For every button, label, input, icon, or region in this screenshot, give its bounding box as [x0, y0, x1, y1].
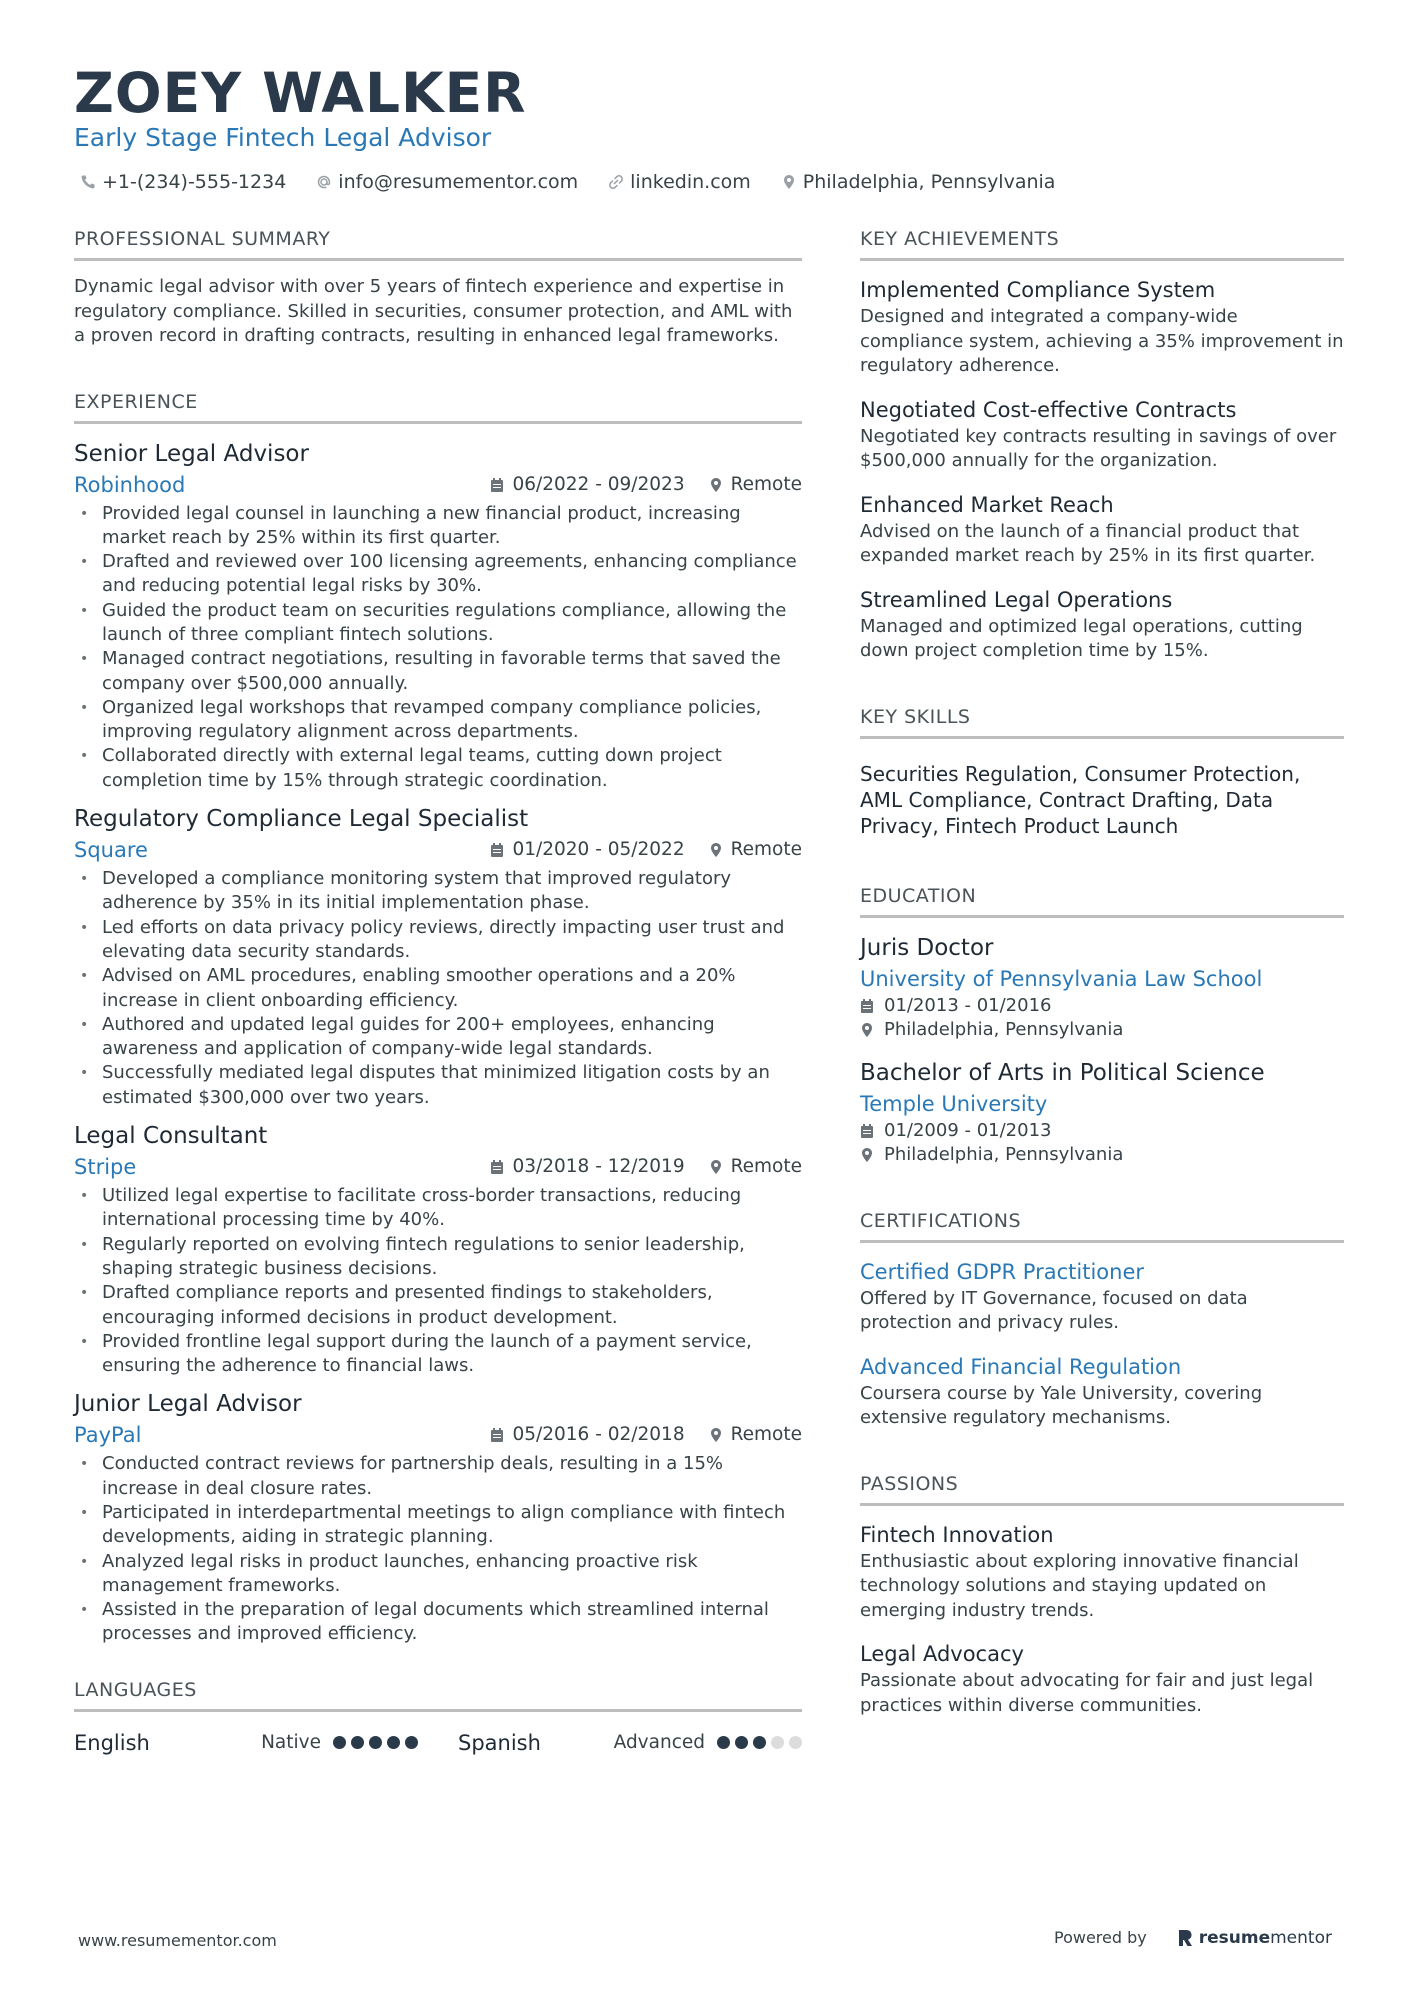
- job-dates-text: 06/2022 - 09/2023: [512, 473, 685, 495]
- job-title: Regulatory Compliance Legal Specialist: [74, 806, 529, 833]
- calendar-icon: [490, 1427, 504, 1443]
- linkedin-text: linkedin.com: [630, 171, 751, 193]
- education-location: [860, 1018, 1344, 1043]
- certification-desc: Coursera course by Yale University, covering extensive regulatory mechanisms.: [860, 1382, 1263, 1428]
- job-location-text: Remote: [730, 473, 802, 495]
- job-meta: [490, 1152, 802, 1182]
- rating-dot-filled: [333, 1736, 346, 1749]
- summary-section: [74, 226, 802, 349]
- skills-heading: KEY SKILLS: [860, 704, 1344, 739]
- calendar-icon: [490, 477, 504, 493]
- job-info-row: [74, 470, 802, 500]
- job-info-row: [74, 835, 802, 865]
- job-title: Senior Legal Advisor: [74, 440, 309, 467]
- calendar-icon: [860, 1123, 874, 1139]
- job-entry: [74, 1120, 802, 1378]
- achievement-title: Negotiated Cost-effective Contracts: [860, 397, 1237, 422]
- education-heading: EDUCATION: [860, 883, 1344, 918]
- powered-by-text: Powered by: [1054, 1928, 1147, 1947]
- at-icon: [316, 174, 332, 190]
- map-pin-icon: [709, 1427, 723, 1443]
- rating-dot-filled: [735, 1736, 748, 1749]
- skills-text: Securities Regulation, Consumer Protection, AML Compliance, Contract Drafting, Data Privacy, Fintech Product Launch: [860, 761, 1301, 838]
- job-bullet: • Authored and updated legal guides for 200+ employees, enhancing awareness and application of company-wide legal standards.: [74, 1013, 802, 1062]
- education-location: [860, 1143, 1344, 1168]
- brand-light: mentor: [1270, 1928, 1332, 1948]
- passion-item: [860, 1639, 1344, 1718]
- job-bullet: • Participated in interdepartmental meetings to align compliance with fintech developments, aiding in strategic planning.: [74, 1501, 802, 1550]
- languages-section: [74, 1677, 802, 1758]
- job-bullet: • Provided legal counsel in launching a new financial product, increasing market reach by 25% within its first quarter.: [74, 502, 802, 551]
- link-icon: [608, 174, 624, 190]
- education-location-text: Philadelphia, Pennsylvania: [884, 1144, 1124, 1165]
- job-meta: [490, 1420, 802, 1450]
- education-school: University of Pennsylvania Law School: [860, 966, 1263, 991]
- calendar-icon: [490, 842, 504, 858]
- language-level: Native: [261, 1731, 321, 1753]
- job-bullet: • Guided the product team on securities regulations compliance, allowing the launch of three compliant fintech solutions.: [74, 599, 802, 648]
- education-degree: Juris Doctor: [860, 934, 994, 961]
- job-location-text: Remote: [730, 1156, 802, 1178]
- achievement-item: [860, 275, 1344, 379]
- experience-section: [74, 389, 802, 1647]
- language-rating: [717, 1736, 802, 1749]
- resumementor-logo-icon: [1177, 1929, 1193, 1947]
- rating-dot-filled: [387, 1736, 400, 1749]
- job-location: [709, 1420, 802, 1450]
- rating-dot-filled: [369, 1736, 382, 1749]
- job-bullet: • Managed contract negotiations, resulting in favorable terms that saved the company over $500,000 annually.: [74, 647, 802, 696]
- brand-bold: resume: [1198, 1928, 1271, 1948]
- achievement-item: [860, 585, 1344, 664]
- job-bullets: [74, 502, 802, 794]
- achievements-heading: KEY ACHIEVEMENTS: [860, 226, 1344, 261]
- job-bullet: • Analyzed legal risks in product launches, enhancing proactive risk management frameworks.: [74, 1550, 802, 1599]
- education-degree: Bachelor of Arts in Political Science: [860, 1059, 1265, 1086]
- rating-dot-filled: [717, 1736, 730, 1749]
- map-pin-icon: [709, 477, 723, 493]
- job-bullet: • Successfully mediated legal disputes that minimized litigation costs by an estimated $300,000 over two years.: [74, 1061, 802, 1110]
- certification-title: Advanced Financial Regulation: [860, 1354, 1182, 1379]
- achievement-title: Streamlined Legal Operations: [860, 587, 1173, 612]
- phone-text: +1-(234)-555-1234: [102, 171, 287, 193]
- language-rating: [333, 1736, 418, 1749]
- certifications-section: [860, 1208, 1344, 1431]
- right-column: [860, 226, 1344, 1718]
- job-info-row: [74, 1152, 802, 1182]
- achievement-title: Enhanced Market Reach: [860, 492, 1114, 517]
- passion-desc: Passionate about advocating for fair and just legal practices within diverse communities.: [860, 1670, 1314, 1716]
- language-name: Spanish: [458, 1730, 541, 1755]
- job-company: PayPal: [74, 1423, 142, 1448]
- certifications-heading: CERTIFICATIONS: [860, 1208, 1344, 1243]
- certification-desc: Offered by IT Governance, focused on data protection and privacy rules.: [860, 1287, 1248, 1333]
- contact-linkedin[interactable]: [608, 168, 751, 196]
- education-location-text: Philadelphia, Pennsylvania: [884, 1019, 1124, 1040]
- passion-desc: Enthusiastic about exploring innovative financial technology solutions and staying updated on emerging industry trends.: [860, 1550, 1299, 1621]
- job-location-text: Remote: [730, 1424, 802, 1446]
- job-location: [709, 1152, 802, 1182]
- achievement-desc: Managed and optimized legal operations, cutting down project completion time by 15%.: [860, 615, 1303, 661]
- job-bullet: • Collaborated directly with external legal teams, cutting down project completion time by 15% through strategic coordination.: [74, 744, 802, 793]
- language-level: Advanced: [613, 1731, 705, 1753]
- job-info-row: [74, 1420, 802, 1450]
- achievement-item: [860, 490, 1344, 569]
- job-dates: [490, 835, 684, 865]
- language-item: [458, 1728, 802, 1758]
- rating-dot-empty: [771, 1736, 784, 1749]
- job-bullet: • Organized legal workshops that revamped company compliance policies, improving regulatory alignment across departments.: [74, 696, 802, 745]
- job-bullets: [74, 1184, 802, 1378]
- job-entry: [74, 1388, 802, 1646]
- contact-location: [781, 168, 1056, 196]
- achievement-item: [860, 395, 1344, 474]
- job-bullets: [74, 1452, 802, 1646]
- job-bullet: • Conducted contract reviews for partnership deals, resulting in a 15% increase in deal closure rates.: [74, 1452, 802, 1501]
- calendar-icon: [860, 998, 874, 1014]
- languages-list: [74, 1726, 802, 1758]
- email-text: info@resumementor.com: [338, 171, 579, 193]
- map-pin-icon: [709, 842, 723, 858]
- map-pin-icon: [781, 174, 797, 190]
- education-section: [860, 883, 1344, 1168]
- education-dates: [860, 1119, 1344, 1144]
- job-bullet: • Developed a compliance monitoring system that improved regulatory adherence by 35% in its initial implementation phase.: [74, 867, 802, 916]
- passions-heading: PASSIONS: [860, 1471, 1344, 1506]
- language-name: English: [74, 1730, 150, 1755]
- certification-item: [860, 1257, 1344, 1336]
- passion-item: [860, 1520, 1344, 1624]
- rating-dot-empty: [789, 1736, 802, 1749]
- certification-title: Certified GDPR Practitioner: [860, 1259, 1145, 1284]
- achievement-title: Implemented Compliance System: [860, 278, 1216, 302]
- job-location: [709, 835, 802, 865]
- contact-bar: [80, 168, 1055, 196]
- candidate-name: ZOEY WALKER: [74, 61, 527, 125]
- job-entry: [74, 438, 802, 794]
- left-column: [74, 226, 802, 1758]
- map-pin-icon: [860, 1022, 874, 1038]
- job-bullet: • Drafted and reviewed over 100 licensing agreements, enhancing compliance and reducing potential legal risks by 30%.: [74, 550, 802, 599]
- rating-dot-filled: [351, 1736, 364, 1749]
- job-title: Legal Consultant: [74, 1123, 268, 1150]
- job-meta: [490, 835, 802, 865]
- certification-item: [860, 1352, 1344, 1431]
- calendar-icon: [490, 1159, 504, 1175]
- job-dates: [490, 470, 684, 500]
- job-bullet: • Drafted compliance reports and presented findings to stakeholders, encouraging informed decisions in product development.: [74, 1281, 802, 1330]
- job-location: [709, 470, 802, 500]
- passions-section: [860, 1471, 1344, 1719]
- footer-website[interactable]: www.resumementor.com: [78, 1931, 277, 1950]
- map-pin-icon: [860, 1147, 874, 1163]
- job-dates-text: 03/2018 - 12/2019: [512, 1156, 685, 1178]
- job-dates: [490, 1152, 684, 1182]
- education-item: [860, 1057, 1344, 1168]
- education-school: Temple University: [860, 1091, 1048, 1116]
- job-bullet: • Advised on AML procedures, enabling smoother operations and a 20% increase in client onboarding efficiency.: [74, 964, 802, 1013]
- education-dates: [860, 994, 1344, 1019]
- education-dates-text: 01/2013 - 01/2016: [884, 994, 1052, 1016]
- summary-heading: PROFESSIONAL SUMMARY: [74, 226, 802, 261]
- education-dates-text: 01/2009 - 01/2013: [884, 1119, 1052, 1141]
- candidate-title: Early Stage Fintech Legal Advisor: [74, 123, 492, 152]
- rating-dot-filled: [405, 1736, 418, 1749]
- experience-heading: EXPERIENCE: [74, 389, 802, 424]
- summary-text: Dynamic legal advisor with over 5 years of fintech experience and expertise in regulatory compliance. Skilled in securities, consumer protection, and AML with a proven record in drafting contracts, resulting in enhanced legal frameworks.: [74, 276, 793, 346]
- job-bullet: • Assisted in the preparation of legal documents which streamlined internal processes and improved efficiency.: [74, 1598, 802, 1647]
- phone-icon: [80, 174, 96, 190]
- job-dates-text: 05/2016 - 02/2018: [512, 1424, 685, 1446]
- job-company: Robinhood: [74, 472, 186, 497]
- achievement-desc: Designed and integrated a company-wide compliance system, achieving a 35% improvement in regulatory adherence.: [860, 306, 1344, 376]
- contact-email[interactable]: [316, 168, 578, 196]
- achievement-desc: Advised on the launch of a financial product that expanded market reach by 25% in its first quarter.: [860, 520, 1316, 566]
- job-bullet: • Led efforts on data privacy policy reviews, directly impacting user trust and elevating data security standards.: [74, 916, 802, 965]
- job-title: Junior Legal Advisor: [74, 1391, 302, 1418]
- job-meta: [490, 470, 802, 500]
- location-text: Philadelphia, Pennsylvania: [802, 171, 1056, 193]
- job-dates: [490, 1420, 684, 1450]
- job-company: Square: [74, 838, 148, 863]
- achievement-desc: Negotiated key contracts resulting in savings of over $500,000 annually for the organization.: [860, 425, 1337, 471]
- job-bullet: • Regularly reported on evolving fintech regulations to senior leadership, shaping strategic business decisions.: [74, 1233, 802, 1282]
- job-entry: [74, 803, 802, 1110]
- language-item: [74, 1728, 418, 1758]
- languages-heading: LANGUAGES: [74, 1677, 802, 1712]
- passion-title: Fintech Innovation: [860, 1522, 1054, 1547]
- job-bullet: • Provided frontline legal support during the launch of a payment service, ensuring the adherence to financial laws.: [74, 1330, 802, 1379]
- achievements-section: [860, 226, 1344, 664]
- job-company: Stripe: [74, 1155, 137, 1180]
- rating-dot-filled: [753, 1736, 766, 1749]
- job-dates-text: 01/2020 - 05/2022: [512, 839, 685, 861]
- footer-branding: [1054, 1926, 1332, 1950]
- job-bullet: • Utilized legal expertise to facilitate cross-border transactions, reducing international processing time by 40%.: [74, 1184, 802, 1233]
- skills-section: [860, 704, 1344, 839]
- passion-title: Legal Advocacy: [860, 1642, 1024, 1666]
- map-pin-icon: [709, 1159, 723, 1175]
- job-location-text: Remote: [730, 839, 802, 861]
- contact-phone[interactable]: [80, 168, 286, 196]
- job-bullets: [74, 867, 802, 1110]
- brand-logo[interactable]: [1177, 1926, 1332, 1950]
- education-item: [860, 932, 1344, 1043]
